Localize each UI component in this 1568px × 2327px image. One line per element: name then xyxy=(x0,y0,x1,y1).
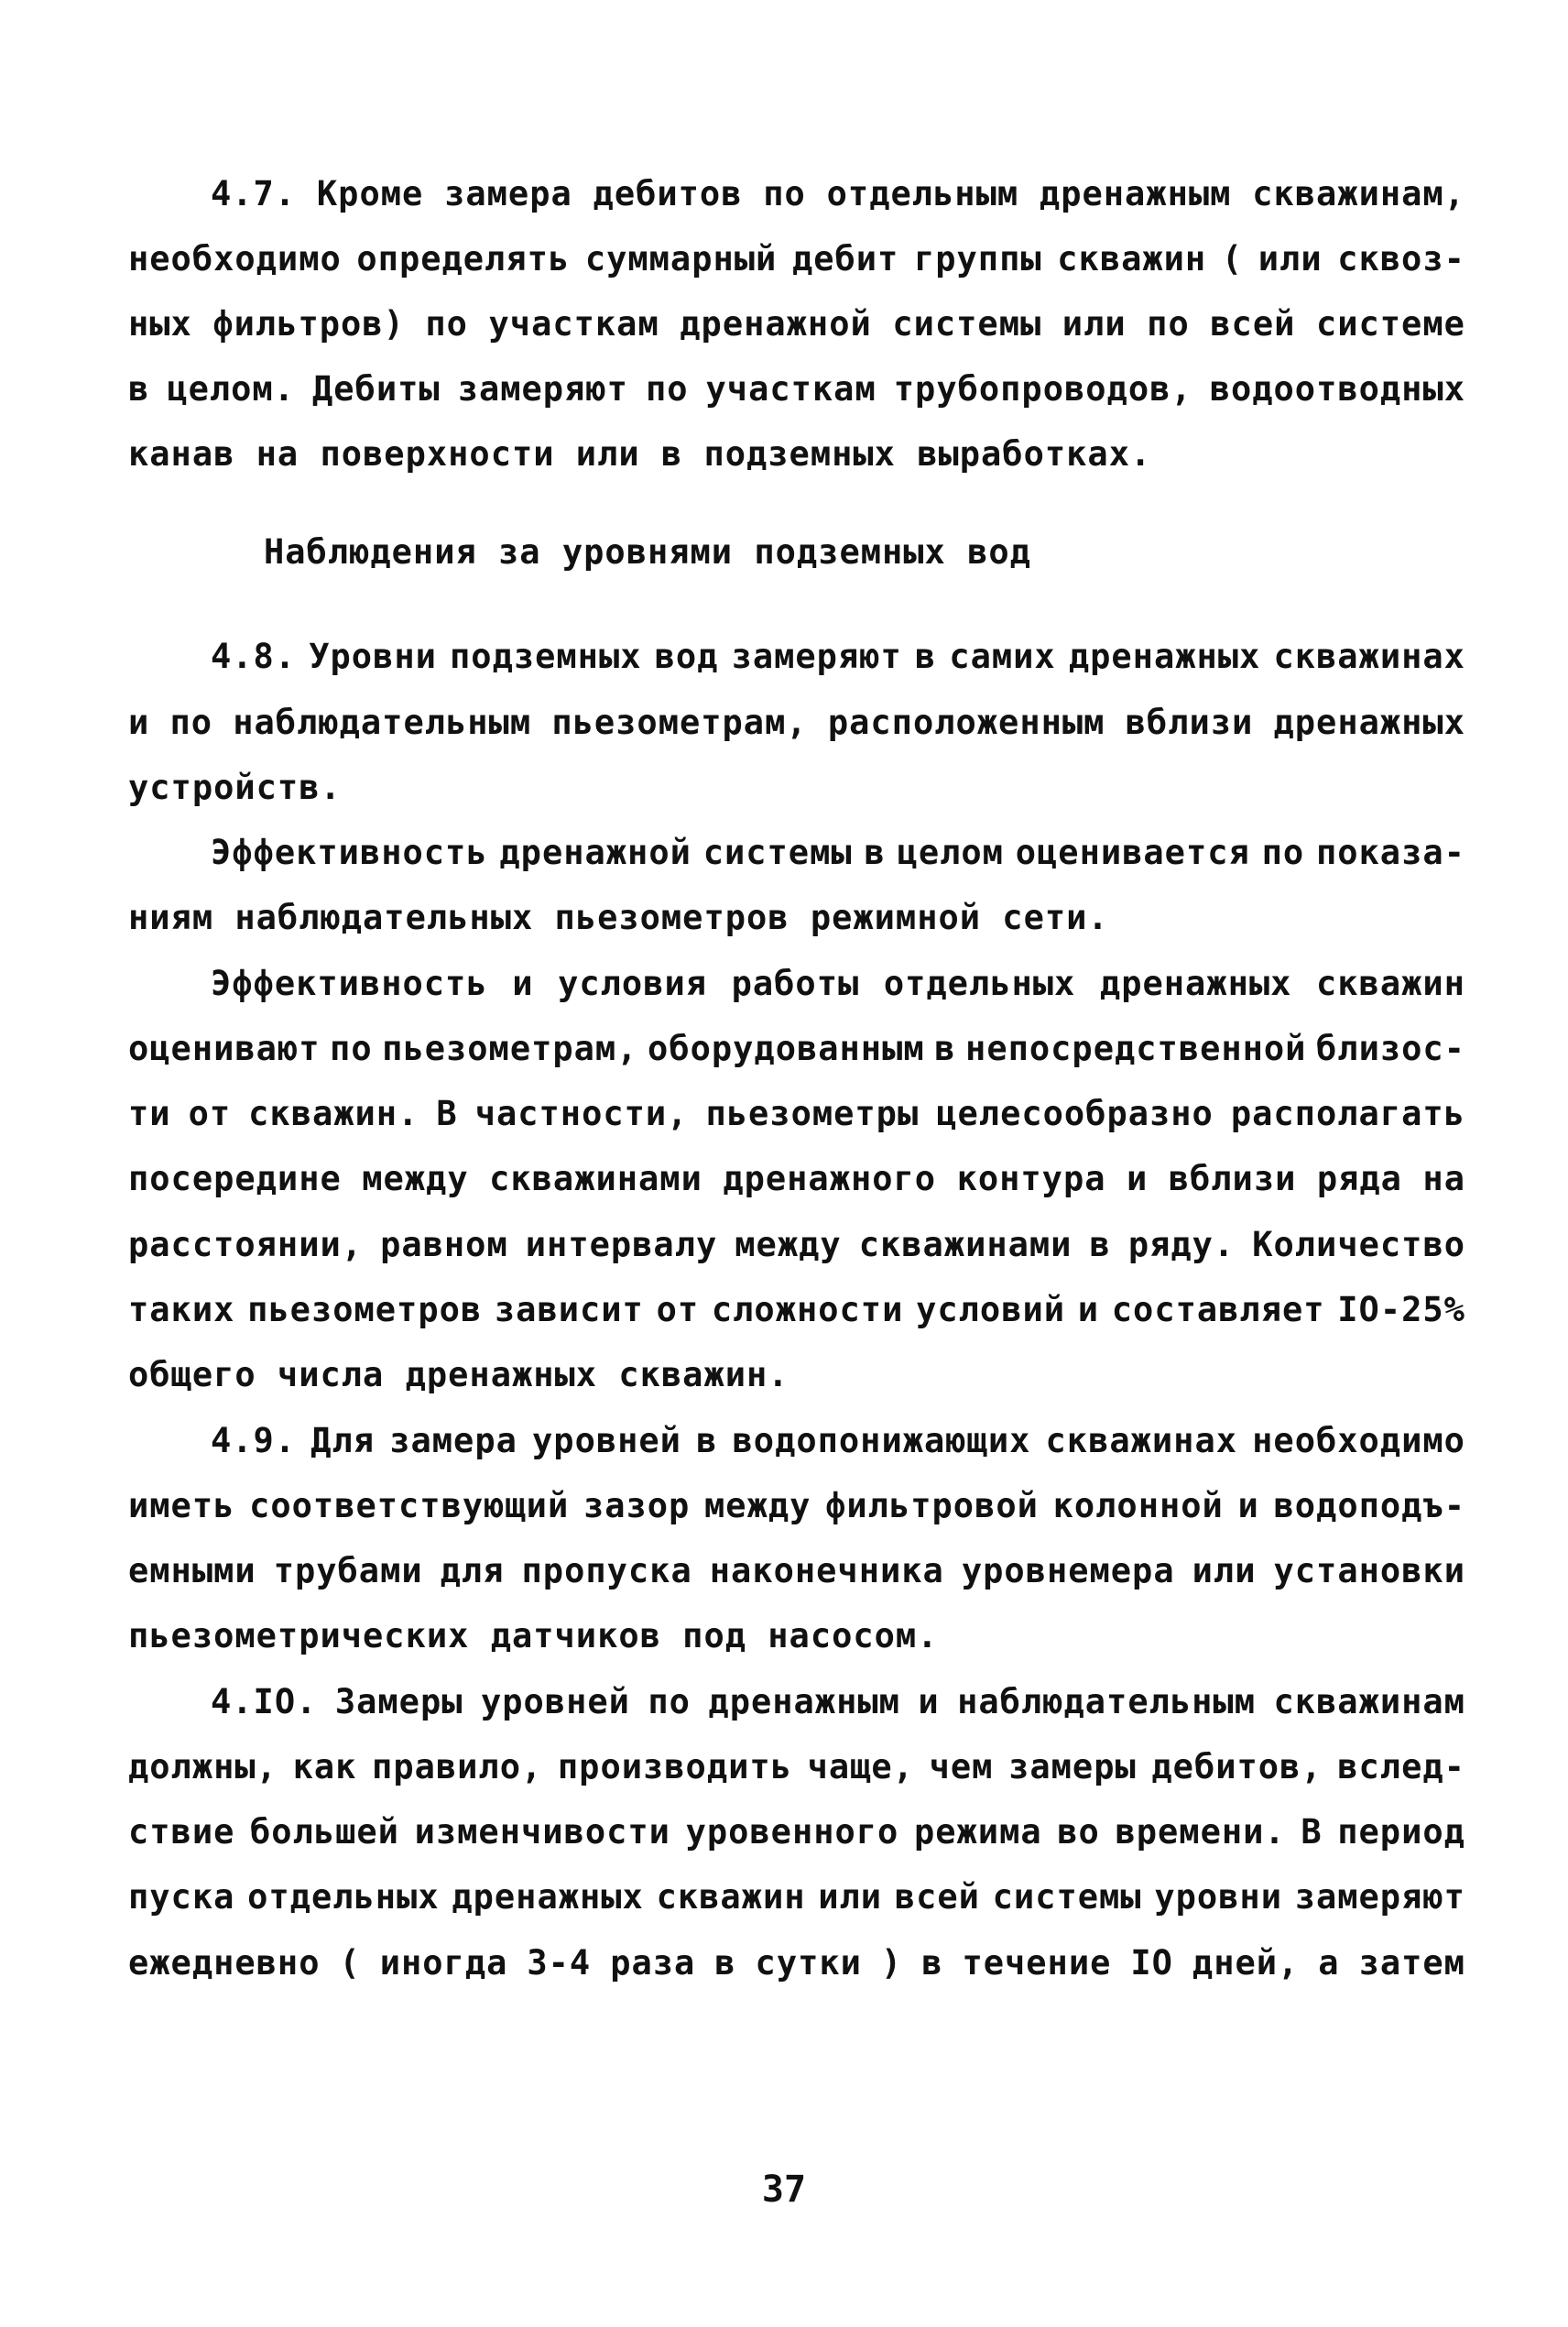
word: ряду. xyxy=(1127,1225,1236,1264)
word: дебит xyxy=(791,239,899,279)
word: раза xyxy=(610,1943,696,1983)
word: IO-25% xyxy=(1337,1290,1465,1329)
word: располагать xyxy=(1230,1094,1465,1133)
word: большей xyxy=(250,1812,399,1852)
word: и xyxy=(1237,1486,1259,1525)
word: водоотводных xyxy=(1209,369,1465,409)
word: скважинами xyxy=(858,1225,1073,1264)
word: водопонижающих xyxy=(732,1421,1031,1460)
word: всей xyxy=(1210,304,1296,344)
word: замеряют xyxy=(731,637,902,676)
word: скважин xyxy=(656,1877,806,1917)
word: ти xyxy=(128,1094,171,1133)
word: замера xyxy=(389,1421,517,1460)
text-line-23 xyxy=(128,1741,1465,1794)
word: сутки xyxy=(755,1943,862,1983)
word: зависит xyxy=(494,1290,644,1329)
word: по xyxy=(1147,304,1190,344)
word: соответствующий xyxy=(249,1486,570,1525)
word: иметь xyxy=(128,1486,235,1525)
word: в xyxy=(128,369,150,409)
word: замера xyxy=(444,174,572,213)
word: Дебиты xyxy=(312,369,441,409)
word: в xyxy=(934,1029,956,1068)
word: в xyxy=(696,1421,718,1460)
word: дебитов xyxy=(593,174,743,213)
word: близос- xyxy=(1316,1029,1465,1068)
word: вод xyxy=(654,637,719,676)
word: водоподъ- xyxy=(1273,1486,1465,1525)
word: пьезометры xyxy=(705,1094,920,1133)
word: емными xyxy=(128,1551,256,1590)
word: вблизи xyxy=(1168,1159,1297,1198)
word: замеряют xyxy=(1294,1877,1465,1917)
text-line-8: устройств. xyxy=(128,768,342,807)
word: пропуска xyxy=(521,1551,692,1590)
word: и xyxy=(128,703,150,742)
word: трубопроводов, xyxy=(893,369,1192,409)
word: режима xyxy=(913,1812,1042,1852)
word: отдельных xyxy=(247,1877,440,1917)
text-line-21: пьезометрических датчиков под насосом. xyxy=(128,1616,939,1655)
word: таких xyxy=(128,1290,235,1329)
word: всей xyxy=(894,1877,980,1917)
word: на xyxy=(1422,1159,1465,1198)
word: скважин. xyxy=(248,1094,419,1133)
word: участкам xyxy=(488,304,659,344)
word: пьезометров xyxy=(247,1290,483,1329)
word: колонной xyxy=(1052,1486,1224,1525)
word: ежедневно xyxy=(128,1943,321,1983)
word: сложности xyxy=(711,1290,904,1329)
word: или xyxy=(818,1877,883,1917)
word: вблизи xyxy=(1125,703,1254,742)
word: времени. xyxy=(1115,1812,1286,1852)
word: В xyxy=(1301,1812,1323,1852)
text-line-6 xyxy=(211,630,1465,683)
word: скважинам xyxy=(1273,1682,1465,1721)
word: от xyxy=(656,1290,700,1329)
word: скважин xyxy=(1316,964,1465,1003)
word: расстоянии, xyxy=(128,1225,364,1264)
word: затем xyxy=(1358,1943,1465,1983)
word: производить xyxy=(557,1747,792,1786)
word: наконечника xyxy=(709,1551,944,1590)
word: Количество xyxy=(1252,1225,1465,1264)
word: показа- xyxy=(1315,833,1465,872)
word: должны, xyxy=(128,1747,278,1786)
word: IO xyxy=(1130,1943,1173,1983)
word: 4.9. xyxy=(211,1421,297,1460)
word: или xyxy=(1192,1551,1257,1590)
word: интервалу xyxy=(525,1225,718,1264)
word: замеряют xyxy=(457,369,628,409)
word: в xyxy=(714,1943,736,1983)
word: чаще, xyxy=(807,1747,914,1786)
text-line-19 xyxy=(128,1480,1465,1533)
word: системе xyxy=(1315,304,1465,344)
word: наблюдательным xyxy=(233,703,532,742)
word: или xyxy=(1062,304,1127,344)
word: 4.8. xyxy=(211,637,297,676)
word: Кроме xyxy=(316,174,424,213)
word: трубами xyxy=(273,1551,423,1590)
word: системы xyxy=(702,833,853,872)
text-line-13 xyxy=(128,1087,1465,1141)
text-line-24 xyxy=(128,1806,1465,1859)
word: равном xyxy=(380,1225,508,1264)
word: пьезометрам, xyxy=(382,1029,638,1068)
text-line-18 xyxy=(211,1415,1465,1468)
word: оборудованным xyxy=(648,1029,925,1068)
word: подземных xyxy=(450,637,642,676)
word: и xyxy=(512,964,534,1003)
word: по xyxy=(330,1029,373,1068)
word: в xyxy=(864,833,886,872)
word: уровнемера xyxy=(961,1551,1175,1590)
word: В xyxy=(436,1094,458,1133)
word: пьезометрам, xyxy=(551,703,808,742)
word: определять xyxy=(356,239,571,279)
word: фильтровой xyxy=(825,1486,1039,1525)
word: дней, xyxy=(1192,1943,1300,1983)
word: участкам xyxy=(705,369,877,409)
word: дренажных xyxy=(452,1877,644,1917)
text-line-11 xyxy=(211,957,1465,1011)
word: между xyxy=(704,1486,811,1525)
word: условий xyxy=(916,1290,1066,1329)
section-heading: Наблюдения за уровнями подземных вод xyxy=(264,532,1031,572)
word: Для xyxy=(310,1421,376,1460)
text-line-26 xyxy=(128,1937,1465,1990)
word: дренажным xyxy=(708,1682,900,1721)
word: условия xyxy=(558,964,707,1003)
word: расположенным xyxy=(827,703,1105,742)
word: частности, xyxy=(474,1094,689,1133)
word: ствие xyxy=(128,1812,235,1852)
word: по xyxy=(763,174,806,213)
word: ных xyxy=(128,304,192,344)
word: замеры xyxy=(1008,1747,1137,1786)
word: системы xyxy=(992,1877,1142,1917)
word: установки xyxy=(1273,1551,1465,1590)
text-line-20 xyxy=(128,1545,1465,1598)
word: скважинах xyxy=(1045,1421,1238,1460)
word: скважин xyxy=(1057,239,1207,279)
word: 3-4 xyxy=(527,1943,592,1983)
word: целесообразно xyxy=(936,1094,1214,1133)
word: дренажной xyxy=(499,833,691,872)
word: оценивают xyxy=(128,1029,321,1068)
word: и xyxy=(918,1682,940,1721)
word: ряда xyxy=(1316,1159,1402,1198)
text-line-22 xyxy=(211,1676,1465,1729)
text-line-25 xyxy=(128,1871,1465,1924)
word: целом xyxy=(897,833,1004,872)
word: и xyxy=(1077,1290,1100,1329)
word: изменчивости xyxy=(414,1812,670,1852)
word: между xyxy=(735,1225,842,1264)
word: зазор xyxy=(583,1486,691,1525)
word: 4.IO. xyxy=(211,1682,318,1721)
text-line-4 xyxy=(128,363,1465,416)
word: дебитов, xyxy=(1151,1747,1323,1786)
word: составляет xyxy=(1111,1290,1325,1329)
page-number: 37 xyxy=(761,2169,807,2211)
word: уровней xyxy=(532,1421,681,1460)
word: посередине xyxy=(128,1159,342,1198)
word: чем xyxy=(929,1747,994,1786)
word: во xyxy=(1057,1812,1100,1852)
word: необходимо xyxy=(128,239,342,279)
word: Эффективность xyxy=(211,964,488,1003)
word: скважинами xyxy=(489,1159,702,1198)
word: работы xyxy=(731,964,860,1003)
word: уровенного xyxy=(685,1812,899,1852)
word: Замеры xyxy=(334,1682,463,1721)
word: контура xyxy=(956,1159,1106,1198)
word: суммарный xyxy=(584,239,778,279)
word: дренажным xyxy=(1039,174,1232,213)
word: системы xyxy=(892,304,1042,344)
word: дренажного xyxy=(723,1159,937,1198)
word: группы xyxy=(913,239,1042,279)
word: скважинам, xyxy=(1252,174,1465,213)
word: отдельных xyxy=(883,964,1076,1003)
text-line-9 xyxy=(211,826,1465,879)
word: отдельным xyxy=(826,174,1019,213)
word: дренажных xyxy=(1068,637,1261,676)
word: период xyxy=(1337,1812,1465,1852)
word: сквоз- xyxy=(1337,239,1465,279)
text-line-7 xyxy=(128,696,1465,749)
text-line-16 xyxy=(128,1284,1465,1337)
text-line-3 xyxy=(128,298,1465,351)
word: наблюдательным xyxy=(957,1682,1256,1721)
word: в xyxy=(921,1943,943,1983)
word: и xyxy=(1126,1159,1149,1198)
word: течение xyxy=(962,1943,1112,1983)
word: по xyxy=(648,1682,691,1721)
word: по xyxy=(425,304,468,344)
word: от xyxy=(188,1094,232,1133)
word: уровней xyxy=(480,1682,630,1721)
word: Эффективность xyxy=(211,833,488,872)
word: правило, xyxy=(372,1747,543,1786)
word: скважинах xyxy=(1273,637,1465,676)
word: иногда xyxy=(379,1943,508,1983)
word: в xyxy=(914,637,937,676)
word: 4.7. xyxy=(211,174,297,213)
word: уровни xyxy=(1154,1877,1282,1917)
word: дренажных xyxy=(1273,703,1465,742)
word: Уровни xyxy=(309,637,437,676)
text-line-2 xyxy=(128,233,1465,286)
text-line-1 xyxy=(211,168,1465,221)
text-line-10: ниям наблюдательных пьезометров режимной сети. xyxy=(128,898,1109,937)
word: по xyxy=(645,369,689,409)
word: непосредственной xyxy=(965,1029,1307,1068)
word: по xyxy=(169,703,213,742)
word: ) xyxy=(880,1943,903,1983)
word: а xyxy=(1318,1943,1340,1983)
word: ( xyxy=(339,1943,361,1983)
word: или xyxy=(1258,239,1323,279)
word: необходимо xyxy=(1252,1421,1465,1460)
text-line-15 xyxy=(128,1218,1465,1272)
word: пуска xyxy=(128,1877,235,1917)
text-line-17: общего числа дренажных скважин. xyxy=(128,1355,789,1394)
word: самих xyxy=(949,637,1056,676)
word: по xyxy=(1261,833,1305,872)
word: для xyxy=(440,1551,505,1590)
word: дренажной xyxy=(680,304,872,344)
text-line-5: канав на поверхности или в подземных выработках. xyxy=(128,434,1152,474)
word: в xyxy=(1089,1225,1111,1264)
word: ( xyxy=(1221,239,1244,279)
word: между xyxy=(362,1159,469,1198)
word: дренажных xyxy=(1099,964,1292,1003)
word: оценивается xyxy=(1015,833,1250,872)
word: вслед- xyxy=(1337,1747,1465,1786)
word: фильтров) xyxy=(212,304,405,344)
text-line-12 xyxy=(128,1022,1465,1076)
text-line-14 xyxy=(128,1153,1465,1206)
word: целом. xyxy=(167,369,295,409)
word: как xyxy=(292,1747,357,1786)
